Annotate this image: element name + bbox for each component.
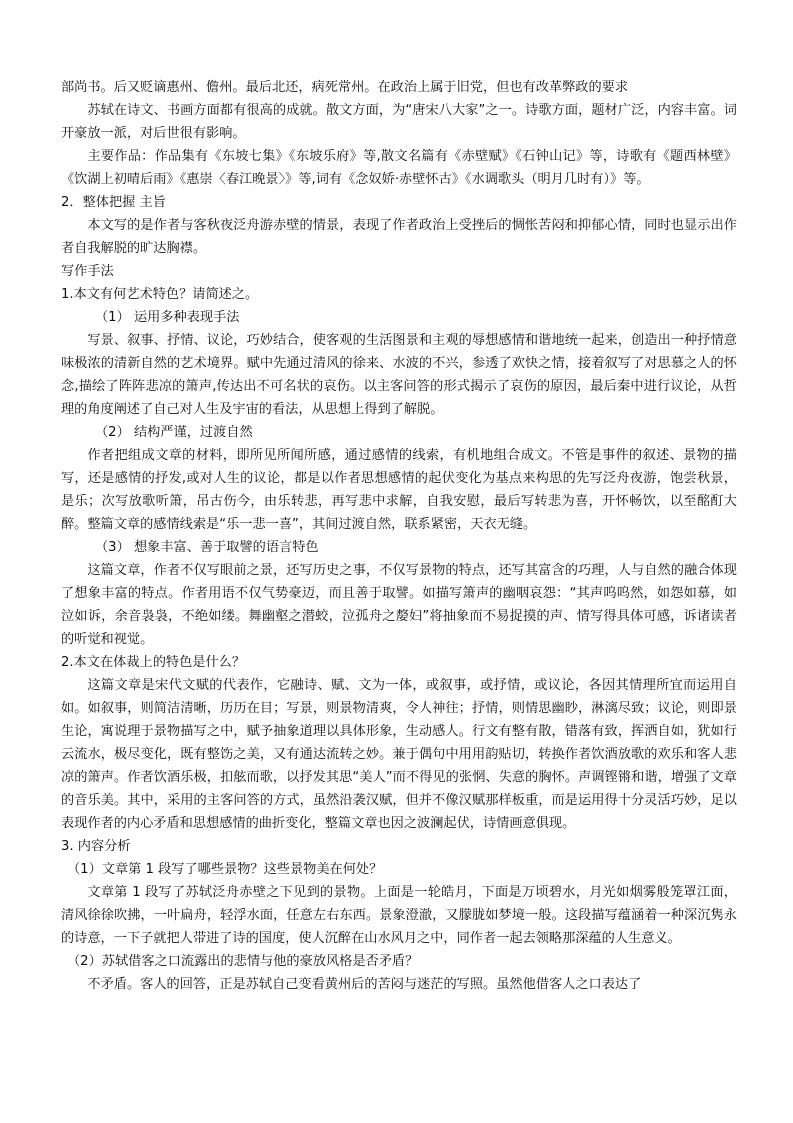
subheading-3-language: （3） 想象丰富、善于取譬的语言特色: [95, 540, 319, 555]
heading-theme: 2．整体把握 主旨: [61, 195, 166, 210]
question-content-1: （1）文章第 1 段写了哪些景物？这些景物美在何处？: [67, 862, 383, 877]
paragraph-language: 这篇文章，作者不仅写眼前之景，还写历史之事，不仅写景物的特点，还写其富含的巧理，人与自然的融合体现了想象丰富的特点。作者用语不仅气势豪迈，而且善于取譬。如描写箫声的幽咽哀怨：“其声呜呜然，如怨如慕，如泣如诉，余音袅袅，不绝如缕。舞幽壑之潜蛟，泣孤舟之嫠妇”将抽象而不易捉摸的声、情写得具体可感，诉诸读者的听觉和视觉。: [61, 563, 737, 647]
paragraph-genre: 这篇文章是宋代文赋的代表作，它融诗、赋、文为一体，或叙事，或抒情，或议论，各因其情理所宜而运用自如。如叙事，则简洁清晰，历历在目；写景，则景物清爽，令人神往；抒情，则情思幽眇，淋漓尽致；议论，则即景生论，寓说理于景物描写之中，赋予抽象道理以具体形象，生动感人。行文有整有散，错落有致，挥洒自如，犹如行云流水，极尽变化，既有整饬之美，又有通达流转之妙。兼于偶句中用用韵贴切，转换作者饮酒放歌的欢乐和客人悲凉的箫声。作者饮酒乐极，扣舷而歌，以抒发其思“美人”而不得见的张惘、失意的胸怀。声调铿锵和谐，增强了文章的音乐美。其中，采用的主客问答的方式，虽然沿袭汉赋，但并不像汉赋那样板重，而是运用得十分灵活巧妙，足以表现作者的内心矛盾和思想感情的曲折变化，整篇文章也因之波澜起伏，诗情画意俱现。: [61, 678, 737, 831]
paragraph-techniques: 写景、叙事、抒情、议论，巧妙结合，使客观的生活图景和主观的辱想感情和谐地统一起来，创造出一种抒情意味极浓的清新自然的艺术境界。赋中先通过清风的徐来、水波的不兴，参透了欢快之情，接着叙写了对思慕之人的怀念,描绘了阵阵悲凉的箫声,传达出不可名状的哀伤。以主客问答的形式揭示了哀伤的原因，最后秦中进行议论，从哲理的角度阐述了自己对人生及宇宙的看法，从思想上得到了解脱。: [61, 333, 737, 417]
heading-writing-technique: 写作手法: [61, 264, 114, 279]
question-2-genre-features: 2.本文在体裁上的特色是什么？: [61, 655, 246, 670]
question-1-artistic-features: 1.本文有何艺术特色？请简述之。: [61, 287, 259, 302]
question-content-2: （2）苏轼借客之口流露出的悲情与他的豪放风格是否矛盾？: [67, 954, 419, 969]
paragraph-achievements: 苏轼在诗文、书画方面都有很高的成就。散文方面，为“唐宋八大家”之一。诗歌方面，题材广泛，内容丰富。词开豪放一派，对后世很有影响。: [61, 103, 737, 141]
paragraph-major-works: 主要作品：作品集有《东坡七集》《东坡乐府》等,散文名篇有《赤壁赋》《石钟山记》等，诗歌有《题西林壁》《饮湖上初晴后雨》《惠崇〈春江晚景〉》等,词有《念奴娇·赤壁怀古》《水调歌头（明月几时有）》等。: [61, 149, 737, 187]
paragraph-intro-continued: 部尚书。后又贬谪惠州、儋州。最后北还，病死常州。在政治上属于旧党，但也有改革弊政的要求: [61, 80, 629, 95]
subheading-1-techniques: （1） 运用多种表现手法: [95, 310, 240, 325]
paragraph-structure: 作者把组成文章的材料，即所见所闻所感，通过感情的线索，有机地组合成文。不管是事件的叙述、景物的描写，还是感情的抒发,或对人生的议论，都是以作者思想感情的起伏变化为基点来构思的先写泛舟夜游，饱尝秋景，是乐；次写放歌听箫，吊古伤今，由乐转悲，再写悲中求解，自我安慰，最后写转悲为喜，开怀畅饮，以至酩酊大醉。整篇文章的感情线索是“乐一悲一喜”，其间过渡自然，联系紧密，天衣无缝。: [61, 448, 737, 532]
document-page: [61, 76, 737, 996]
subheading-2-structure: （2） 结构严谨，过渡自然: [95, 425, 253, 440]
heading-content-analysis: 3. 内容分析: [61, 839, 131, 854]
answer-content-1: 文章第 1 段写了苏轼泛舟赤壁之下见到的景物。上面是一轮皓月，下面是万顷碧水，月光如烟雾般笼罩江面，清风徐徐吹拂，一叶扁舟，轻浮水面，任意左右东西。景象澄澈，又朦胧如梦境一般。这段描写蕴涵着一种深沉隽永的诗意，一下子就把人带进了诗的国度，使人沉醉在山水风月之中，同作者一起去领略那深蕴的人生意义。: [61, 885, 737, 946]
answer-content-2: 不矛盾。客人的回答，正是苏轼自己变看黄州后的苦闷与迷茫的写照。虽然他借客人之口表达了: [87, 977, 642, 992]
paragraph-theme: 本文写的是作者与客秋夜泛舟游赤壁的情景，表现了作者政治上受挫后的惆怅苦闷和抑郁心情，同时也显示出作者自我解脱的旷达胸襟。: [61, 218, 737, 256]
